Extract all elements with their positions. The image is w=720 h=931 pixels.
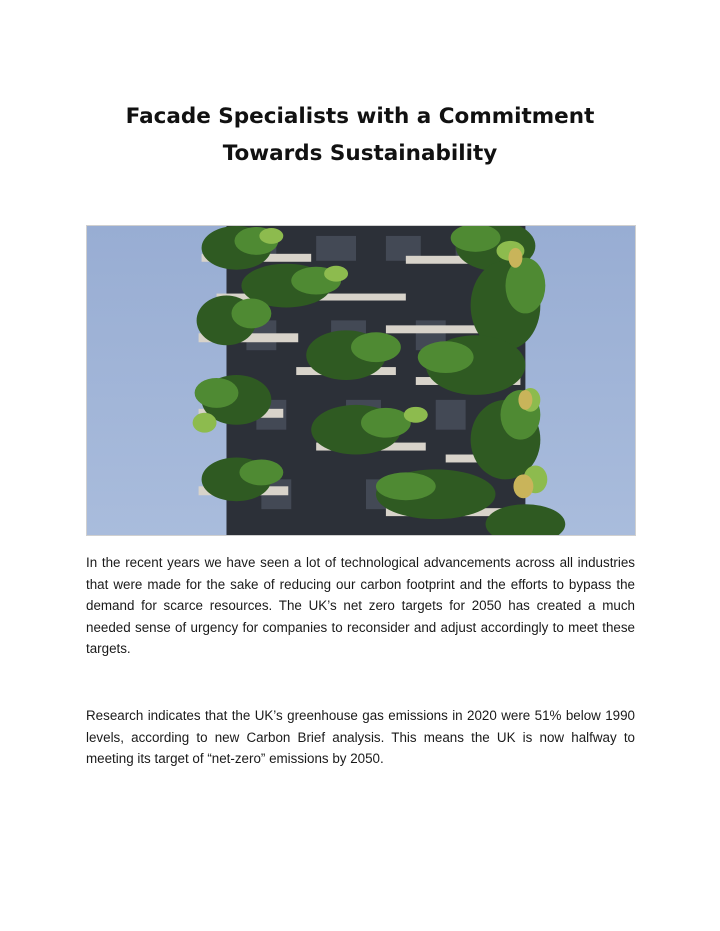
vertical-forest-illustration — [87, 226, 635, 535]
building-photo — [86, 225, 636, 536]
title-line-2: Towards Sustainability — [222, 141, 498, 167]
intro-paragraph: In the recent years we have seen a lot of technological advancements across all industries that were made for the sake of reducing our carbon footprint and the efforts to bypass the demand for scarce resources. The UK’s net zero targets for 2050 has created a much needed sense of urgency for companies to reconsider and adjust accordingly to meet these targets. — [86, 555, 635, 656]
research-paragraph: Research indicates that the UK’s greenhouse gas emissions in 2020 were 51% below 1990 levels, according to new Carbon Brief analysis. This means the UK is now halfway to meeting its target of “net-zero” emissions by 2050. — [86, 708, 635, 766]
page-title — [60, 98, 660, 172]
title-line-1: Facade Specialists with a Commitment — [125, 104, 595, 130]
